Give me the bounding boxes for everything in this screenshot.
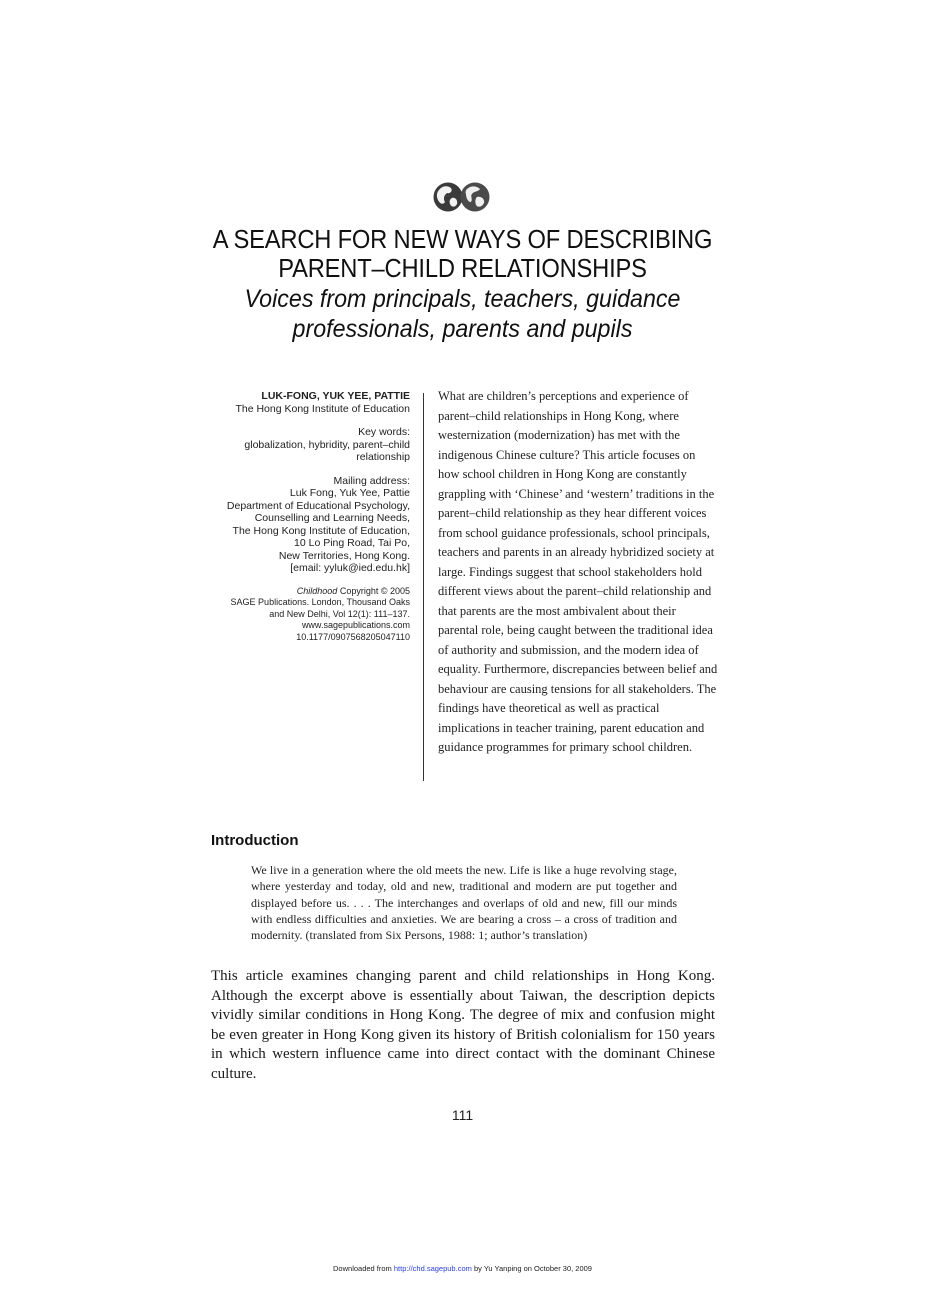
keywords-line: relationship bbox=[356, 451, 410, 463]
introduction-heading: Introduction bbox=[211, 832, 299, 849]
footer-link[interactable]: http://chd.sagepub.com bbox=[393, 1264, 472, 1273]
mailing-line: 10 Lo Ping Road, Tai Po, bbox=[294, 537, 410, 549]
article-title-block bbox=[150, 226, 775, 344]
copyright-line bbox=[170, 586, 410, 598]
publisher-url: www.sagepublications.com bbox=[301, 620, 410, 630]
article-subtitle-line-2: professionals, parents and pupils bbox=[292, 315, 633, 343]
article-subtitle-line-1: Voices from principals, teachers, guidance bbox=[244, 285, 681, 313]
article-title-line-1: A SEARCH FOR NEW WAYS OF DESCRIBING bbox=[212, 226, 713, 254]
article-title-line-2: PARENT–CHILD RELATIONSHIPS bbox=[278, 255, 647, 283]
journal-name: Childhood bbox=[296, 585, 338, 596]
abstract-text: What are children’s perceptions and experience of parent–child relationships in Hong Kong, where westernization (modernization) has met with the indigenous Chinese culture? This article focuses on how school children in Hong Kong are constantly grappling with ‘Chinese’ and ‘western’ traditions in the parent–child relationship as they hear different voices from school guidance professionals, school principals, teachers and parents in an already hybridized society at large. Findings suggest that school stakeholders hold different views about the parent–child relationship and that parents are the most ambivalent about their parental role, being caught between the traditional idea of authority and submission, and the modern idea of equality. Furthermore, discrepancies between belief and behaviour are causing tensions for all stakeholders. The findings have theoretical as well as practical implications in teacher training, parent education and guidance programmes for primary school children. bbox=[438, 389, 718, 754]
page-number: 111 bbox=[451, 1107, 474, 1123]
epigraph-quote: We live in a generation where the old meets the new. Life is like a huge revolving stage, where yesterday and today, old and new, traditional and modern are put together and displayed before us. . . . The interchanges and overlaps of old and new, fill our minds with endless difficulties and anxieties. We are bearing a cross – a cross of tradition and modernity. (translated from Six Persons, 1988: 1; author’s translation) bbox=[251, 863, 677, 943]
publisher-line: and New Delhi, Vol 12(1): 111–137. bbox=[269, 608, 410, 619]
author-affiliation: The Hong Kong Institute of Education bbox=[235, 402, 410, 415]
column-divider bbox=[423, 393, 424, 781]
mailing-line: Luk Fong, Yuk Yee, Pattie bbox=[289, 487, 410, 499]
keywords-line: globalization, hybridity, parent–child bbox=[244, 438, 410, 451]
mailing-line: New Territories, Hong Kong. bbox=[278, 549, 410, 562]
mailing-label: Mailing address: bbox=[333, 474, 410, 487]
copyright-text: Copyright © 2005 bbox=[339, 585, 410, 596]
author-name: LUK-FONG, YUK YEE, PATTIE bbox=[261, 390, 410, 402]
mailing-line: Counselling and Learning Needs, bbox=[254, 512, 410, 524]
download-footer bbox=[0, 1264, 925, 1273]
introduction-paragraph: This article examines changing parent and child relationships in Hong Kong. Although the excerpt above is essentially about Taiwan, the description depicts vividly similar conditions in Hong Kong. The degree of mix and confusion might be even greater in Hong Kong given its history of British colonialism for 150 years in which western influence came into direct contact with the dominant Chinese culture. bbox=[211, 968, 715, 1082]
keywords-label: Key words: bbox=[358, 426, 410, 438]
article-doi: 10.1177/0907568205047110 bbox=[296, 631, 410, 642]
footer-prefix: Downloaded from bbox=[333, 1264, 392, 1273]
publisher-line: SAGE Publications. London, Thousand Oaks bbox=[230, 597, 410, 607]
globe-logo-icon bbox=[433, 180, 491, 214]
footer-suffix: by Yu Yanping on October 30, 2009 bbox=[473, 1264, 592, 1273]
mailing-line: The Hong Kong Institute of Education, bbox=[232, 524, 410, 537]
author-email: [email: yyluk@ied.edu.hk] bbox=[290, 562, 410, 574]
article-metadata bbox=[170, 390, 410, 643]
mailing-line: Department of Educational Psychology, bbox=[226, 499, 410, 512]
